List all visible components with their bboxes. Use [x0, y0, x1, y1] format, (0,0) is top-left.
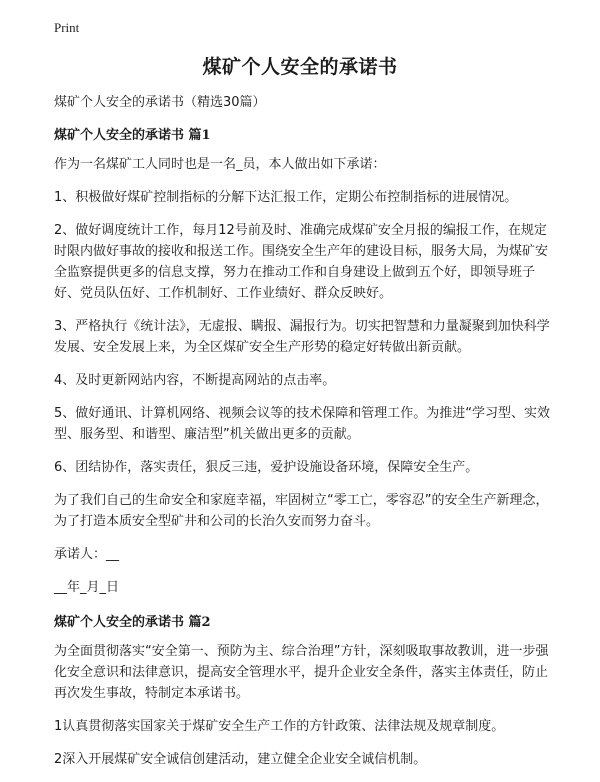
paragraph: 4、及时更新网站内容，不断提高网站的点击率。: [54, 373, 336, 388]
paragraph: 1、积极做好煤矿控制指标的分解下达汇报工作，定期公布控制指标的进展情况。: [54, 190, 518, 205]
section-heading-1: 煤矿个人安全的承诺书 篇1: [54, 128, 211, 143]
paragraph: 5、做好通讯、计算机网络、视频会议等的技术保障和管理工作。为推进“学习型、实效型、服务型、和谐型、廉洁型”机关做出更多的贡献。: [54, 406, 551, 442]
document-body: [54, 92, 554, 782]
print-label[interactable]: Print: [54, 20, 80, 35]
paragraph: 2深入开展煤矿安全诚信创建活动，建立健全企业安全诚信机制。: [54, 752, 427, 767]
date-line: __年_月_日: [54, 580, 120, 595]
paragraph: 为全面贯彻落实“安全第一、预防为主、综合治理”方针，深刻吸取事故教训，进一步强化安全意识和法律意识，提高安全管理水平，提升企业安全条件，落实主体责任，防止再次发生事故，特制定本承诺书。: [54, 644, 549, 701]
signature-line: 承诺人：__: [54, 547, 120, 562]
paragraph: 为了我们自己的生命安全和家庭幸福，牢固树立“零工亡，零容忍”的安全生产新理念，为了打造本质安全型矿井和公司的长治久安而努力奋斗。: [54, 493, 549, 529]
document-subtitle: 煤矿个人安全的承诺书（精选30篇）: [54, 95, 266, 110]
paragraph: 2、做好调度统计工作，每月12号前及时、准确完成煤矿安全月报的编报工作，在规定时限内做好事故的接收和报送工作。围绕安全生产年的建设目标，服务大局，为煤矿安全监察提供更多的信息支撑，努力在推动工作和自身建设上做到五个好，即领导班子好、党员队伍好、工作机制好、工作业绩好、群众反映好。: [54, 223, 549, 301]
paragraph: 1认真贯彻落实国家关于煤矿安全生产工作的方针政策、法律法规及规章制度。: [54, 719, 505, 734]
section-heading-2: 煤矿个人安全的承诺书 篇2: [54, 615, 211, 630]
paragraph: 6、团结协作，落实责任，狠反三违，爱护设施设备环境，保障安全生产。: [54, 460, 479, 475]
document-title: 煤矿个人安全的承诺书: [202, 56, 398, 78]
paragraph: 作为一名煤矿工人同时也是一名_员，本人做出如下承诺：: [54, 157, 386, 172]
paragraph: 3、严格执行《统计法》，无虚报、瞒报、漏报行为。切实把智慧和力量凝聚到加快科学发展、安全发展上来，为全区煤矿安全生产形势的稳定好转做出新贡献。: [54, 319, 550, 355]
